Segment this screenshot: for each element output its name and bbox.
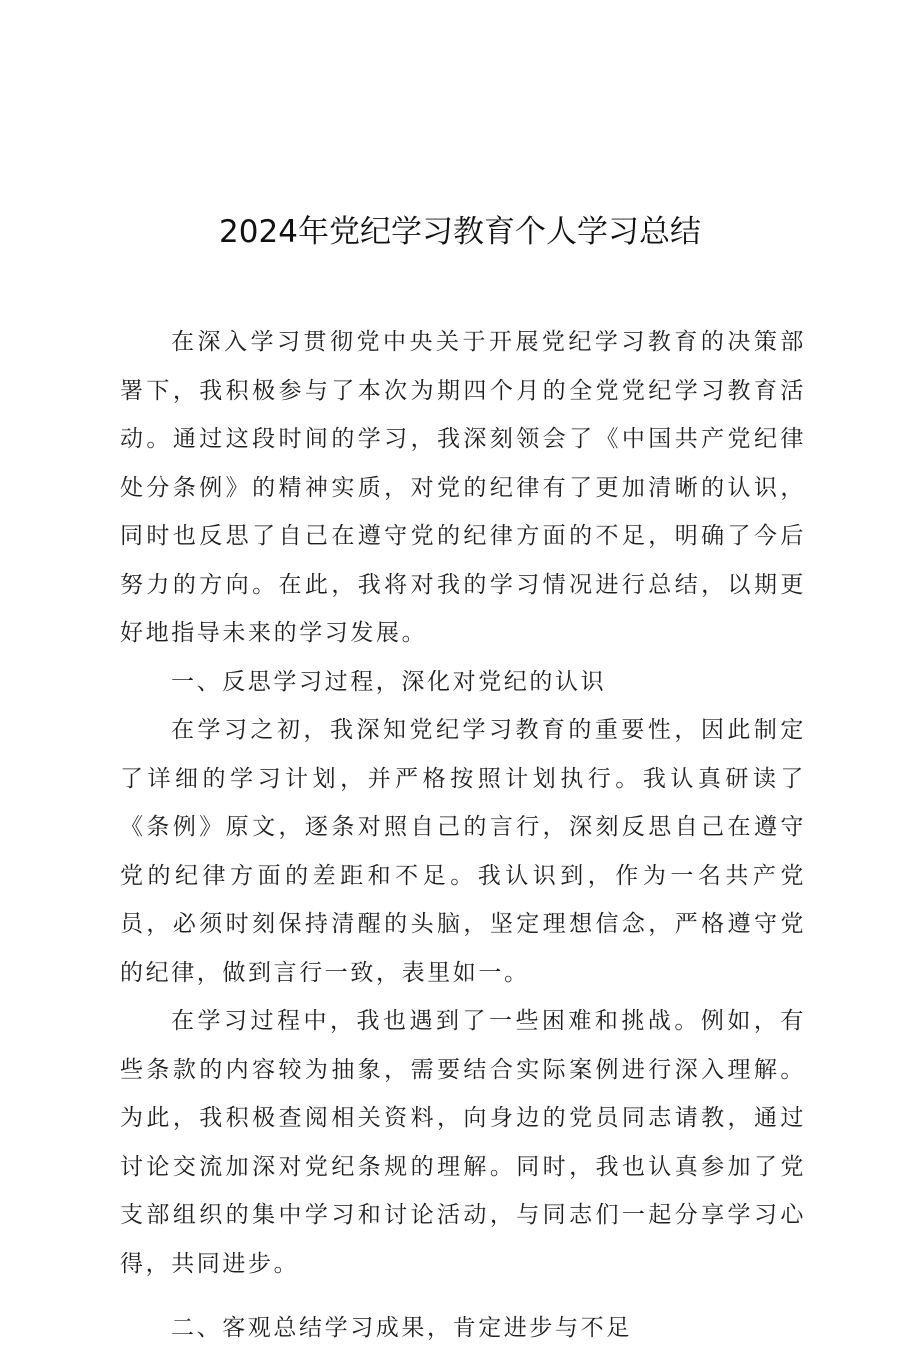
section-1-heading: 一、反思学习过程，深化对党纪的认识 [171, 668, 607, 695]
intro-paragraph: 在深入学习贯彻党中央关于开展党纪学习教育的决策部署下，我积极参与了本次为期四个月的全党党纪学习教育活动。通过这段时间的学习，我深刻领会了《中国共产党纪律处分条例》的精神实质，对党的纪律有了更加清晰的认识，同时也反思了自己在遵守党的纪律方面的不足，明确了今后努力的方向。在此，我将对我的学习情况进行总结，以期更好地指导未来的学习发展。 [120, 329, 806, 646]
section-1-paragraph-1: 在学习之初，我深知党纪学习教育的重要性，因此制定了详细的学习计划，并严格按照计划执行。我认真研读了《条例》原文，逐条对照自己的言行，深刻反思自己在遵守党的纪律方面的差距和不足。我认识到，作为一名共产党员，必须时刻保持清醒的头脑，坚定理想信念，严格遵守党的纪律，做到言行一致，表里如一。 [120, 717, 806, 986]
document-body [120, 318, 806, 1353]
document-title: 2024年党纪学习教育个人学习总结 [219, 214, 701, 250]
section-1-paragraph-2: 在学习过程中，我也遇到了一些困难和挑战。例如，有些条款的内容较为抽象，需要结合实际案例进行深入理解。为此，我积极查阅相关资料，向身边的党员同志请教，通过讨论交流加深对党纪条规的理解。同时，我也认真参加了党支部组织的集中学习和讨论活动，与同志们一起分享学习心得，共同进步。 [120, 1008, 806, 1277]
section-2-heading: 二、客观总结学习成果，肯定进步与不足 [171, 1315, 632, 1341]
